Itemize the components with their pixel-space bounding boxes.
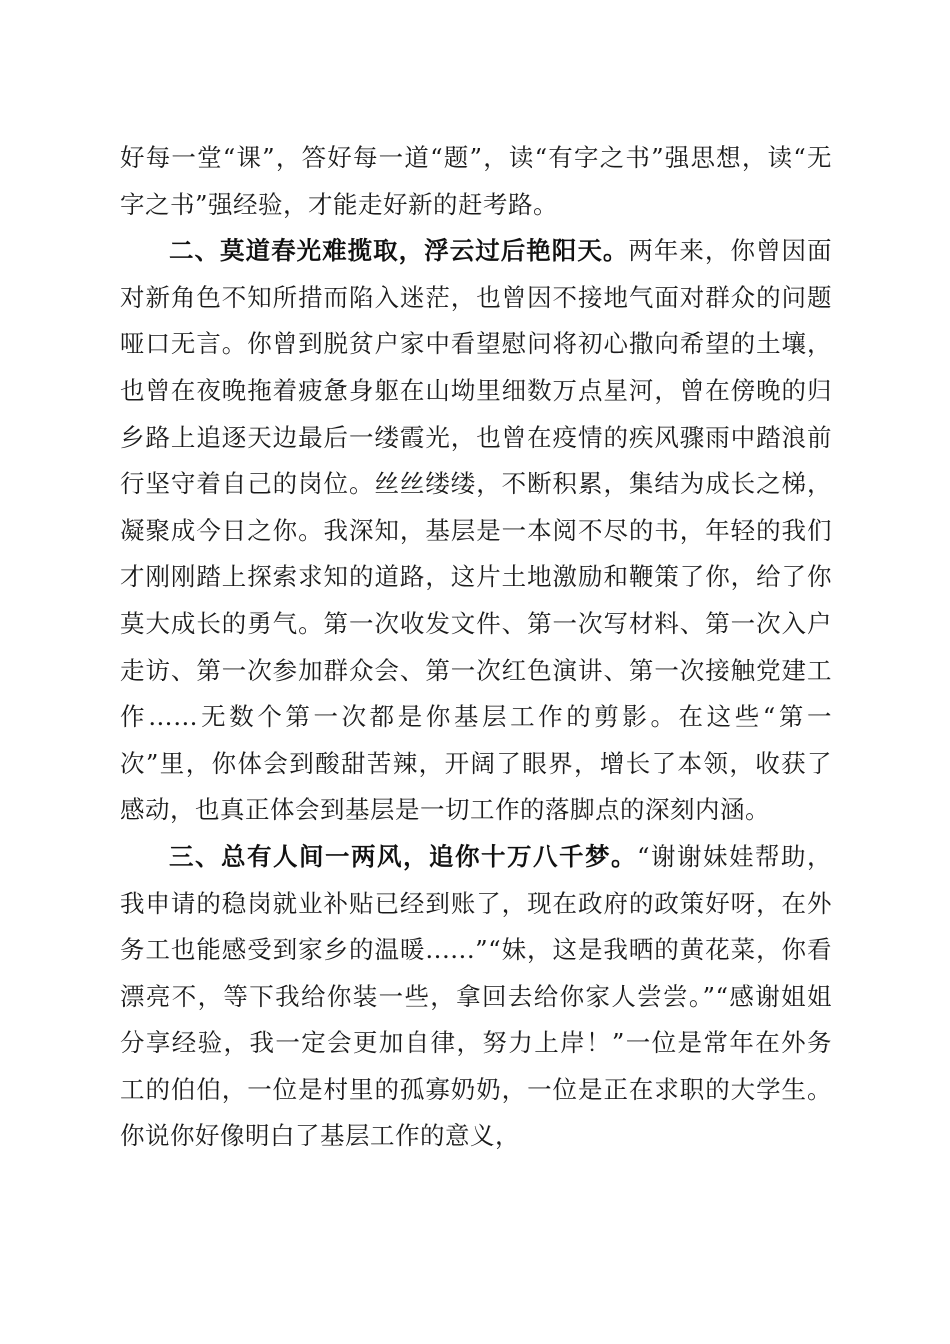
paragraph-body: “谢谢妹娃帮助，我申请的稳岗就业补贴已经到账了，现在政府的政策好呀，在外务工也能感受到家乡的温暖......”“妹，这是我晒的黄花菜，你看漂亮不，等下我给你装一些，拿回去给你家人尝尝。”“感谢姐姐分享经验，我一定会更加自律，努力上岸！”一位是常年在外务工的伯伯，一位是村里的孤寡奶奶，一位是正在求职的大学生。你说你好像明白了基层工作的意义， — [120, 841, 833, 1151]
paragraph-section-three — [120, 834, 832, 1160]
paragraph-continuation — [120, 135, 832, 228]
section-heading: 三、总有人间一两风，追你十万八千梦。 — [169, 841, 637, 871]
paragraph-body: 两年来，你曾因面对新角色不知所措而陷入迷茫，也曾因不接地气面对群众的问题哑口无言。你曾到脱贫户家中看望慰问将初心撒向希望的土壤，也曾在夜晚拖着疲惫身躯在山坳里细数万点星河，曾在傍晚的归乡路上追逐天边最后一缕霞光，也曾在疫情的疾风骤雨中踏浪前行坚守着自己的岗位。丝丝缕缕，不断积累，集结为成长之梯，凝聚成今日之你。我深知，基层是一本阅不尽的书，年轻的我们才刚刚踏上探索求知的道路，这片土地激励和鞭策了你，给了你莫大成长的勇气。第一次收发文件、第一次写材料、第一次入户走访、第一次参加群众会、第一次红色演讲、第一次接触党建工作……无数个第一次都是你基层工作的剪影。在这些“第一次”里，你体会到酸甜苦辣，开阔了眼界，增长了本领，收获了感动，也真正体会到基层是一切工作的落脚点的深刻内涵。 — [120, 236, 832, 825]
document-body — [120, 135, 832, 1160]
section-heading: 二、莫道春光难揽取，浮云过后艳阳天。 — [169, 236, 629, 266]
paragraph-section-two — [120, 228, 832, 834]
paragraph-body: 好每一堂“课”，答好每一道“题”，读“有字之书”强思想，读“无字之书”强经验，才能走好新的赶考路。 — [120, 143, 832, 219]
